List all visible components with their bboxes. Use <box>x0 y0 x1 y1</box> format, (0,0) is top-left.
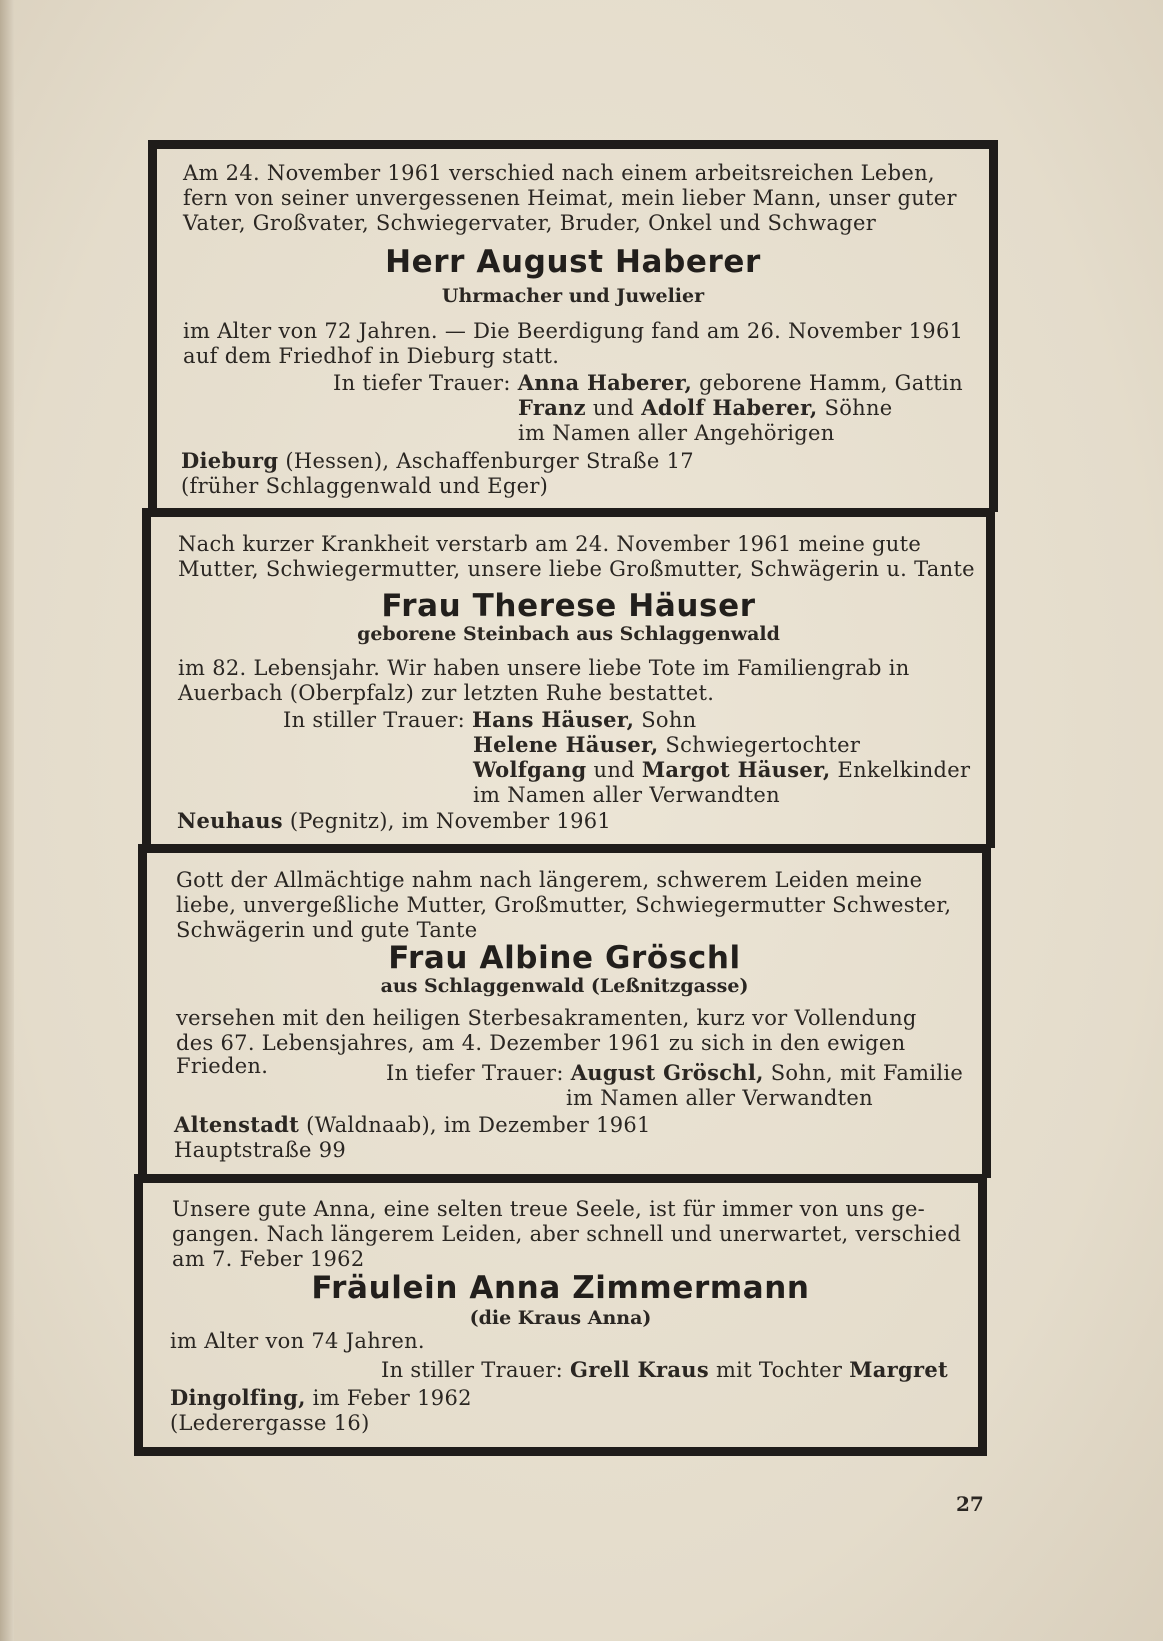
place-detail: (Hessen), Aschaffenburger Straße 17 <box>278 449 694 473</box>
mourner-name: Franz <box>518 395 586 420</box>
notice-3-intro-line-2: liebe, unvergeßliche Mutter, Großmutter, Schwiegermutter Schwester, <box>176 893 952 917</box>
notice-4-intro-line-1: Unsere gute Anna, eine selten treue Seele, ist für immer von uns ge- <box>172 1197 926 1221</box>
notice-3-place-line-2: Hauptstraße 99 <box>174 1138 347 1162</box>
notice-2-name: Frau Therese Häuser <box>381 588 756 624</box>
notice-1-name: Herr August Haberer <box>385 244 761 280</box>
page-gutter <box>0 0 14 1641</box>
mourner-name: Margret <box>849 1357 949 1382</box>
notice-1-mourners-line-3: im Namen aller Angehörigen <box>518 421 835 445</box>
notice-1-intro-line-3: Vater, Großvater, Schwiegervater, Bruder, Onkel und Schwager <box>183 211 877 235</box>
notice-4-place-line-2: (Lederergasse 16) <box>170 1411 370 1435</box>
mourner-connector: und <box>585 396 642 420</box>
mourner-name: Anna Haberer, <box>517 370 693 395</box>
notice-2-body-line-2: Auerbach (Oberpfalz) zur letzten Ruhe bestattet. <box>178 681 715 705</box>
mourner-name: Wolfgang <box>473 757 587 782</box>
notice-1-intro-line-2: fern von seiner unvergessenen Heimat, mein lieber Mann, unser guter <box>183 186 957 210</box>
notice-2-place <box>177 808 611 834</box>
mourner-name: Margot Häuser, <box>641 757 831 782</box>
mourner-relation: Schwiegertochter <box>658 733 861 757</box>
mourner-relation: Enkelkinder <box>830 758 971 782</box>
notice-2-body-line-1: im 82. Lebensjahr. Wir haben unsere liebe Tote im Familiengrab in <box>178 656 910 680</box>
notice-4-name: Fräulein Anna Zimmermann <box>311 1270 810 1306</box>
place-name: Dieburg <box>181 448 279 473</box>
notice-3-place <box>174 1112 651 1138</box>
notice-4-mourners-line-1 <box>381 1357 948 1383</box>
notice-1-place-line-2: (früher Schlaggenwald und Eger) <box>181 474 549 498</box>
mourner-connector: mit Tochter <box>708 1358 850 1382</box>
notice-2-intro-line-2: Mutter, Schwiegermutter, unsere liebe Großmutter, Schwägerin u. Tante <box>178 557 975 581</box>
notice-3-body-line-2: des 67. Lebensjahres, am 4. Dezember 1961 zu sich in den ewigen <box>176 1031 906 1055</box>
notice-3-body-line-3: Frieden. <box>176 1054 269 1078</box>
notice-1-mourners-line-1 <box>333 370 963 396</box>
mourner-name: Grell Kraus <box>570 1357 709 1382</box>
notice-2-mourners-line-2 <box>473 732 860 758</box>
notice-1-subtitle: Uhrmacher und Juwelier <box>441 285 705 307</box>
place-name: Altenstadt <box>174 1112 300 1137</box>
notice-4-place <box>170 1385 472 1411</box>
notice-2-mourners-line-1 <box>283 707 697 733</box>
notice-2-mourners-line-3 <box>473 757 970 783</box>
mourner-name: Helene Häuser, <box>473 732 659 757</box>
notice-3-name: Frau Albine Gröschl <box>388 940 741 976</box>
notice-1-body-line-2: auf dem Friedhof in Dieburg statt. <box>183 344 560 368</box>
mourner-name: Hans Häuser, <box>472 707 635 732</box>
notice-3-subtitle: aus Schlaggenwald (Leßnitzgasse) <box>380 975 749 997</box>
notice-1-intro-line-1: Am 24. November 1961 verschied nach einem arbeitsreichen Leben, <box>183 161 935 185</box>
notice-3-intro-line-1: Gott der Allmächtige nahm nach längerem, schwerem Leiden meine <box>176 868 923 892</box>
mourner-name: August Gröschl, <box>570 1060 764 1085</box>
notice-1-place <box>181 448 694 474</box>
place-detail: im Feber 1962 <box>305 1386 472 1410</box>
mourner-relation: geborene Hamm, Gattin <box>692 371 963 395</box>
notice-1-body-line-1: im Alter von 72 Jahren. — Die Beerdigung fand am 26. November 1961 <box>183 319 964 343</box>
mourner-name: Adolf Haberer, <box>641 395 818 420</box>
mourner-relation: Sohn <box>634 708 697 732</box>
place-name: Dingolfing, <box>170 1385 306 1410</box>
place-detail: (Waldnaab), im Dezember 1961 <box>299 1113 651 1137</box>
mourn-label: In stiller Trauer: <box>381 1358 564 1382</box>
notice-4-intro-line-3: am 7. Feber 1962 <box>172 1247 365 1271</box>
mourner-connector: und <box>586 758 642 782</box>
notice-4-body-line-1: im Alter von 74 Jahren. <box>170 1329 425 1353</box>
notice-2-intro-line-1: Nach kurzer Krankheit verstarb am 24. November 1961 meine gute <box>178 532 922 556</box>
mourner-relation: Sohn, mit Familie <box>763 1061 964 1085</box>
notice-2-mourners-line-4: im Namen aller Verwandten <box>473 783 780 807</box>
notice-2-subtitle: geborene Steinbach aus Schlaggenwald <box>357 623 780 645</box>
notice-4-subtitle: (die Kraus Anna) <box>469 1307 652 1329</box>
page-number: 27 <box>956 1492 984 1516</box>
notice-4-intro-line-2: gangen. Nach längerem Leiden, aber schnell und unerwartet, verschied <box>172 1222 962 1246</box>
mourn-label: In tiefer Trauer: <box>333 371 511 395</box>
notice-3-mourners-line-2: im Namen aller Verwandten <box>566 1086 873 1110</box>
notice-3-body-line-1: versehen mit den heiligen Sterbesakramenten, kurz vor Vollendung <box>176 1006 917 1030</box>
notice-3-mourners-line-1 <box>386 1060 963 1086</box>
place-name: Neuhaus <box>177 808 283 833</box>
mourn-label: In tiefer Trauer: <box>386 1061 564 1085</box>
notice-1-mourners-line-2 <box>518 395 893 421</box>
place-detail: (Pegnitz), im November 1961 <box>282 809 612 833</box>
notice-3-intro-line-3: Schwägerin und gute Tante <box>176 918 478 942</box>
mourn-label: In stiller Trauer: <box>283 708 466 732</box>
mourner-relation: Söhne <box>817 396 893 420</box>
